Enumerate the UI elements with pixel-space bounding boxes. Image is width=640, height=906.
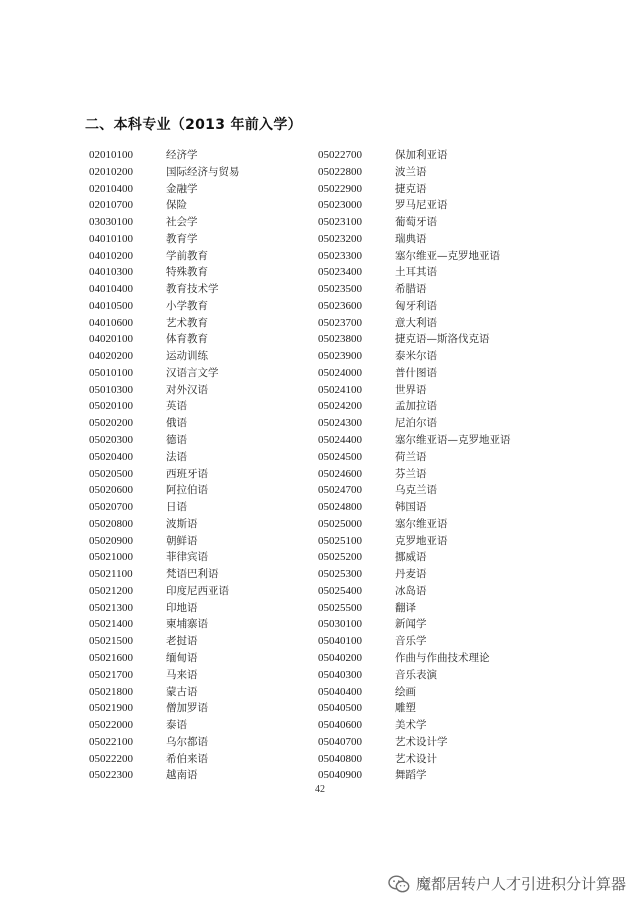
major-row [89,751,240,768]
watermark [388,873,626,894]
major-row [89,700,240,717]
major-name: 韩国语 [395,501,427,514]
major-name: 荷兰语 [395,450,427,463]
major-row [89,583,240,600]
major-name: 艺术设计学 [395,735,448,748]
major-name: 运动训练 [166,350,208,363]
major-name: 西班牙语 [166,467,208,480]
major-row [89,264,240,281]
major-row [89,432,240,449]
major-code: 05021400 [89,618,133,631]
major-name: 教育学 [166,232,198,245]
major-name: 匈牙利语 [395,299,437,312]
major-row [89,331,240,348]
major-name: 挪威语 [395,551,427,564]
major-row [318,549,511,566]
major-row [89,348,240,365]
major-code: 05040700 [318,735,362,748]
major-code: 02010400 [89,182,133,195]
major-name: 捷克语—斯洛伐克语 [395,333,490,346]
major-name: 罗马尼亚语 [395,199,448,212]
major-code: 05040900 [318,769,362,782]
major-name: 普什图语 [395,366,437,379]
major-code: 04010500 [89,299,133,312]
major-row [318,616,511,633]
major-row [318,382,511,399]
major-name: 社会学 [166,216,198,229]
major-name: 印地语 [166,601,198,614]
major-code: 02010200 [89,165,133,178]
major-name: 艺术教育 [166,316,208,329]
major-name: 捷克语 [395,182,427,195]
major-name: 保加利亚语 [395,149,448,161]
major-code: 05022800 [318,165,362,178]
major-name: 教育技术学 [166,283,219,296]
major-name: 日语 [166,501,187,514]
major-code: 05021000 [89,551,133,564]
major-name: 波斯语 [166,517,198,530]
major-row [318,667,511,684]
major-name: 音乐表演 [395,668,437,681]
right-major-column [318,147,511,784]
major-name: 小学教育 [166,299,208,312]
major-name: 世界语 [395,383,427,396]
major-name: 希腊语 [395,283,427,296]
major-row [89,549,240,566]
wechat-icon [388,875,410,893]
major-row [318,298,511,315]
major-name: 英语 [166,400,187,413]
major-code: 05024800 [318,501,362,514]
major-code: 04010400 [89,283,133,296]
major-row [318,197,511,214]
major-code: 05021200 [89,584,133,597]
major-code: 05040600 [318,719,362,732]
major-name: 国际经济与贸易 [166,165,240,178]
major-row [318,432,511,449]
major-name: 葡萄牙语 [395,216,437,229]
major-row [318,315,511,332]
major-row [318,264,511,281]
major-name: 越南语 [166,769,198,782]
major-code: 05021900 [89,702,133,715]
major-row [89,684,240,701]
major-row [318,248,511,265]
major-name: 保险 [166,199,187,212]
major-row [89,231,240,248]
major-row [318,700,511,717]
major-name: 对外汉语 [166,383,208,396]
major-code: 04010100 [89,232,133,245]
section-title: 二、本科专业（2013 年前入学） [85,117,302,133]
major-row [89,365,240,382]
major-name: 芬兰语 [395,467,427,480]
major-row [318,717,511,734]
major-name: 蒙古语 [166,685,198,698]
major-row [89,767,240,784]
major-name: 特殊教育 [166,266,208,279]
major-code: 04010200 [89,249,133,262]
major-code: 05040800 [318,752,362,765]
major-code: 05020800 [89,517,133,530]
major-code: 05021100 [89,568,133,581]
major-row [318,231,511,248]
major-code: 05025400 [318,584,362,597]
major-row [89,633,240,650]
major-row [89,147,240,164]
major-name: 翻译 [395,601,416,614]
major-code: 05025100 [318,534,362,547]
major-name: 老挝语 [166,635,198,648]
major-name: 菲律宾语 [166,551,208,564]
major-row [318,482,511,499]
major-code: 05023500 [318,283,362,296]
major-name: 音乐学 [395,635,427,648]
major-name: 尼泊尔语 [395,417,437,430]
major-row [89,717,240,734]
major-code: 05023800 [318,333,362,346]
major-row [89,315,240,332]
major-row [89,516,240,533]
major-row [89,298,240,315]
major-name: 孟加拉语 [395,400,437,413]
major-code: 05020700 [89,501,133,514]
major-code: 05023100 [318,216,362,229]
major-name: 俄语 [166,417,187,430]
major-row [318,633,511,650]
major-row [89,214,240,231]
major-name: 土耳其语 [395,266,437,279]
major-code: 05022200 [89,752,133,765]
major-name: 塞尔维亚语—克罗地亚语 [395,434,511,447]
left-major-column [89,147,240,784]
major-row [89,667,240,684]
major-row [89,449,240,466]
major-code: 05023600 [318,299,362,312]
watermark-text: 魔都居转户人才引进积分计算器 [415,875,626,893]
major-code: 05024200 [318,400,362,413]
major-code: 05020500 [89,467,133,480]
major-name: 德语 [166,434,187,447]
major-name: 希伯来语 [166,752,208,765]
major-row [318,499,511,516]
major-row [89,734,240,751]
major-row [318,751,511,768]
major-row [318,147,511,164]
major-name: 僧加罗语 [166,702,208,715]
major-code: 05010300 [89,383,133,396]
major-name: 印度尼西亚语 [166,584,229,597]
major-name: 阿拉伯语 [166,484,208,497]
major-name: 朝鲜语 [166,534,198,547]
major-code: 05021700 [89,668,133,681]
major-code: 05021600 [89,651,133,664]
major-name: 体育教育 [166,333,208,346]
major-code: 05022300 [89,769,133,782]
major-name: 经济学 [166,149,198,161]
major-row [318,566,511,583]
major-row [89,398,240,415]
major-name: 作曲与作曲技术理论 [395,651,490,664]
major-row [89,197,240,214]
major-code: 05040400 [318,685,362,698]
major-code: 05010100 [89,366,133,379]
major-code: 05020600 [89,484,133,497]
major-code: 05023900 [318,350,362,363]
major-row [89,466,240,483]
major-code: 05023200 [318,232,362,245]
major-code: 05022100 [89,735,133,748]
major-name: 柬埔寨语 [166,618,208,631]
major-code: 05020200 [89,417,133,430]
major-row [318,181,511,198]
major-code: 05022000 [89,719,133,732]
major-name: 丹麦语 [395,568,427,581]
major-code: 05021500 [89,635,133,648]
major-code: 05024600 [318,467,362,480]
major-code: 05040300 [318,668,362,681]
major-code: 05025000 [318,517,362,530]
major-name: 波兰语 [395,165,427,178]
major-name: 马来语 [166,668,198,681]
major-name: 泰米尔语 [395,350,437,363]
major-row [89,616,240,633]
major-code: 04020100 [89,333,133,346]
major-code: 05023000 [318,199,362,212]
major-code: 05023300 [318,249,362,262]
major-row [318,348,511,365]
major-row [89,533,240,550]
major-row [318,600,511,617]
major-code: 05024300 [318,417,362,430]
major-code: 05021300 [89,601,133,614]
major-row [318,684,511,701]
major-row [318,281,511,298]
major-name: 学前教育 [166,249,208,262]
major-name: 瑞典语 [395,232,427,245]
major-row [318,516,511,533]
major-row [318,415,511,432]
major-name: 舞蹈学 [395,769,427,782]
major-code: 05025200 [318,551,362,564]
major-row [318,214,511,231]
major-name: 绘画 [395,685,416,698]
major-name: 意大利语 [395,316,437,329]
major-name: 梵语巴利语 [166,568,219,581]
major-name: 冰岛语 [395,584,427,597]
major-row [318,365,511,382]
major-row [89,600,240,617]
major-code: 04010600 [89,316,133,329]
major-row [318,164,511,181]
major-row [89,482,240,499]
major-name: 法语 [166,450,187,463]
major-row [89,281,240,298]
major-name: 雕塑 [395,702,416,715]
major-code: 04020200 [89,350,133,363]
major-name: 缅甸语 [166,651,198,664]
major-row [318,767,511,784]
major-name: 克罗地亚语 [395,534,448,547]
major-row [89,415,240,432]
major-code: 05023400 [318,266,362,279]
major-row [318,466,511,483]
major-code: 05040500 [318,702,362,715]
major-row [318,449,511,466]
major-code: 05024100 [318,383,362,396]
major-code: 05040200 [318,651,362,664]
major-code: 05023700 [318,316,362,329]
major-code: 02010700 [89,199,133,212]
major-code: 05024700 [318,484,362,497]
major-name: 艺术设计 [395,752,437,765]
major-name: 新闻学 [395,618,427,631]
major-name: 乌尔都语 [166,735,208,748]
major-code: 05025300 [318,568,362,581]
major-code: 05022900 [318,182,362,195]
major-name: 金融学 [166,182,198,195]
major-name: 泰语 [166,719,187,732]
major-row [318,650,511,667]
major-code: 05025500 [318,601,362,614]
major-code: 04010300 [89,266,133,279]
major-code: 05020300 [89,434,133,447]
major-row [89,164,240,181]
major-code: 05021800 [89,685,133,698]
major-code: 05024000 [318,366,362,379]
major-code: 03030100 [89,216,133,229]
major-row [89,248,240,265]
major-code: 05022700 [318,149,362,161]
major-name: 塞尔维亚语 [395,517,448,530]
major-row [318,398,511,415]
major-name: 美术学 [395,719,427,732]
major-row [318,734,511,751]
major-row [89,181,240,198]
major-row [89,566,240,583]
major-code: 05020900 [89,534,133,547]
major-code: 05020100 [89,400,133,413]
major-code: 05030100 [318,618,362,631]
major-name: 汉语言文学 [166,366,219,379]
page-number: 42 [315,784,325,795]
major-row [318,331,511,348]
major-name: 塞尔维亚—克罗地亚语 [395,249,500,262]
major-row [89,382,240,399]
major-code: 02010100 [89,149,133,161]
major-code: 05024500 [318,450,362,463]
major-row [89,499,240,516]
major-row [89,650,240,667]
major-row [318,583,511,600]
major-name: 乌克兰语 [395,484,437,497]
major-code: 05040100 [318,635,362,648]
major-code: 05020400 [89,450,133,463]
major-code: 05024400 [318,434,362,447]
major-row [318,533,511,550]
